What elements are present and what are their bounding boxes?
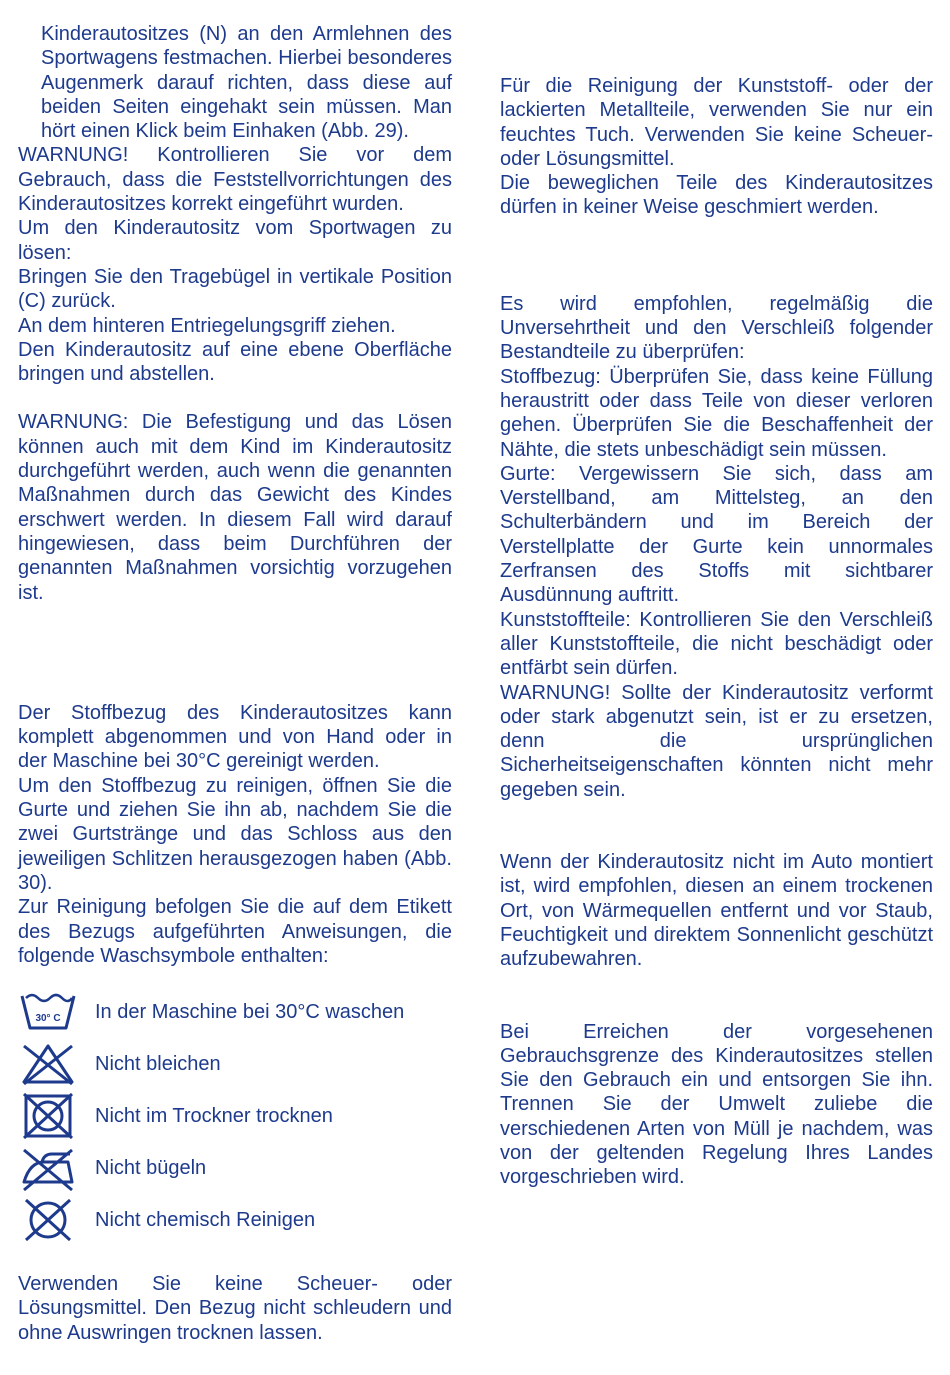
care-symbol-label: Nicht bügeln [95,1157,207,1180]
paragraph-check-fabric: Stoffbezug: Überprüfen Sie, dass keine Füllung heraustritt oder dass Teile von dieser verloren gehen. Überprüfen Sie die Beschaffenheit der Nähte, die stets unbeschädigt sein müssen. [500,365,933,461]
care-symbol-label: In der Maschine bei 30°C waschen [95,1001,405,1024]
wash-temperature-label: 30° C [35,1013,61,1025]
warning-check-locks: WARNUNG! Kontrollieren Sie vor dem Gebrauch, dass die Feststellvorrichtungen des Kinderautositzes korrekt eingeführt wurden. [18,144,452,216]
paragraph-disposal: Bei Erreichen der vorgesehenen Gebrauchsgrenze des Kinderautositzes stellen Sie den Gebrauch ein und entsorgen Sie ihn. Trennen Sie der Umwelt zuliebe die verschiedenen Arten von Müll je nachdem, was von der geltenden Regelung Ihres Landes vorgeschrieben wird. [500,1020,933,1189]
care-symbol-row [18,1142,452,1194]
wash-30-icon [18,988,78,1036]
care-symbol-label: Nicht chemisch Reinigen [95,1209,316,1232]
paragraph-no-spin-dry: Verwenden Sie keine Scheuer- oder Lösungsmittel. Den Bezug nicht schleudern und ohne Auswringen trocknen lassen. [18,1273,452,1344]
paragraph-cover-removal-steps: Um den Stoffbezug zu reinigen, öffnen Sie die Gurte und ziehen Sie ihn ab, nachdem Sie die zwei Gurtstränge und das Schloss aus den jeweiligen Schlitzen herausgezogen haben (Abb. 30). [18,774,452,894]
care-symbol-row [18,1038,452,1090]
warning-replace-seat: WARNUNG! Sollte der Kinderautositz verformt oder stark abgenutzt sein, ist er zu ersetzen, denn die ursprünglichen Sicherheitseigenschaften könnten nicht mehr gegeben sein. [500,681,933,801]
paragraph-release-intro: Um den Kinderautositz vom Sportwagen zu lösen: [18,217,452,264]
no-tumble-dry-icon [18,1092,78,1140]
paragraph-label-instructions: Zur Reinigung befolgen Sie die auf dem Etikett des Bezugs aufgeführten Anweisungen, die folgende Waschsymbole enthalten: [18,896,452,967]
paragraph-check-belts: Gurte: Vergewissern Sie sich, dass am Verstellband, am Mittelsteg, an den Schulterbändern und im Bereich der Verstellplatte der Gurte kein unnormales Zerfransen des Stoffs mit sichtbarer Ausdünnung auftritt. [500,462,933,607]
right-column [500,74,933,1190]
paragraph-clean-plastic: Für die Reinigung der Kunststoff- oder der lackierten Metallteile, verwenden Sie nur ein feuchtes Tuch. Verwenden Sie keine Scheuer- oder Lösungsmittel. [500,75,933,170]
paragraph-handle-vertical: Bringen Sie den Tragebügel in vertikale Position (C) zurück. [18,265,452,313]
paragraph-pull-release-grip: An dem hinteren Entriegelungsgriff ziehen. [18,314,396,337]
paragraph-check-plastic: Kunststoffteile: Kontrollieren Sie den Verschleiß aller Kunststoffteile, die nicht beschädigt oder entfärbt sein dürfen. [500,608,933,680]
paragraph-check-wear-intro: Es wird empfohlen, regelmäßig die Unversehrtheit und den Verschleiß folgender Bestandteile zu überprüfen: [500,292,933,364]
care-symbol-label: Nicht bleichen [95,1053,221,1076]
no-bleach-icon [18,1040,78,1088]
care-symbol-label: Nicht im Trockner trocknen [95,1105,333,1128]
paragraph-place-seat: Den Kinderautositz auf eine ebene Oberfläche bringen und abstellen. [18,338,452,386]
left-column [18,22,452,1345]
care-symbol-row [18,986,452,1038]
no-ironing-icon [18,1144,78,1192]
care-symbol-row [18,1194,452,1246]
warning-child-in-seat: WARNUNG: Die Befestigung und das Lösen können auch mit dem Kind im Kinderautositz durchgeführt werden, auch wenn die genannten Maßnahmen durch das Gewicht des Kindes erschwert werden. In diesem Fall wird darauf hingewiesen, dass beim Durchführen der genannten Maßnahmen vorsichtig vorzugehen ist. [18,411,452,604]
paragraph-storage: Wenn der Kinderautositz nicht im Auto montiert ist, wird empfohlen, diesen an einem trockenen Ort, von Wärmequellen entfernt und vor Staub, Feuchtigkeit und direktem Sonnenlicht geschützt aufzubewahren. [500,851,933,971]
no-dry-clean-icon [18,1196,78,1244]
paragraph-no-lubrication: Die beweglichen Teile des Kinderautositzes dürfen in keiner Weise geschmiert werden. [500,172,933,219]
care-symbols-list [18,986,452,1246]
care-symbol-row [18,1090,452,1142]
paragraph-cover-removable: Der Stoffbezug des Kinderautositzes kann komplett abgenommen und von Hand oder in der Maschine bei 30°C gereinigt werden. [18,701,452,773]
paragraph-attach-armrests: Kinderautositzes (N) an den Armlehnen des Sportwagens festmachen. Hierbei besonderes Augenmerk darauf richten, dass diese auf beiden Seiten eingehakt sein müssen. Man hört einen Klick beim Einhaken (Abb. 29). [41,23,452,143]
